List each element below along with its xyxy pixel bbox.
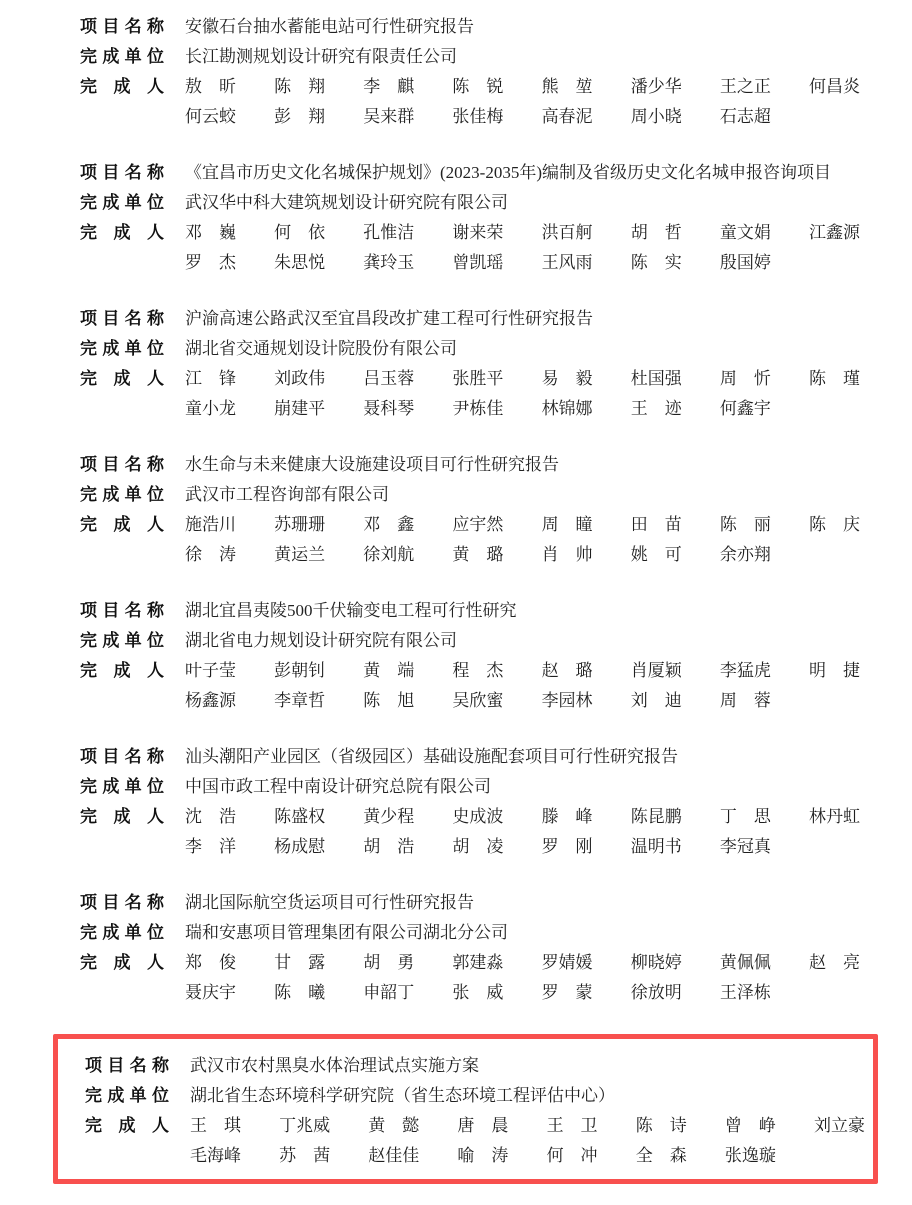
- people-row: [80, 248, 912, 278]
- project-entry: [80, 742, 912, 862]
- people-rows: [80, 802, 912, 862]
- person-name: 郑俊: [185, 953, 236, 972]
- person-name: 罗刚: [541, 837, 593, 856]
- person-name: 尹栋佳: [452, 399, 504, 418]
- person-name: 王泽栋: [719, 983, 771, 1002]
- person-name: 陈曦: [274, 983, 326, 1002]
- people-row: [80, 218, 912, 248]
- person-name: 李猛虎: [719, 661, 771, 680]
- project-name-value: 武汉市农村黑臭水体治理试点实施方案: [190, 1056, 479, 1075]
- person-name: 应宇然: [452, 515, 504, 534]
- person-name: 苏珊珊: [274, 515, 326, 534]
- people-label: 完成人: [80, 369, 164, 388]
- person-name: 何冲: [546, 1146, 598, 1165]
- person-name: 陈盛权: [274, 807, 326, 826]
- highlight-red-box: [53, 1034, 878, 1184]
- person-name: 吴欣蜜: [452, 691, 504, 710]
- people-names-row: [185, 102, 860, 132]
- project-name-value: 汕头潮阳产业园区（省级园区）基础设施配套项目可行性研究报告: [185, 747, 678, 766]
- people-row: [80, 394, 912, 424]
- unit-value: 武汉市工程咨询部有限公司: [185, 485, 389, 504]
- people-row: [80, 978, 912, 1008]
- person-name: 李园林: [541, 691, 593, 710]
- person-name: 何昌炎: [808, 77, 860, 96]
- person-name: 施浩川: [185, 515, 236, 534]
- people-names-row: [185, 978, 860, 1008]
- person-name: 王风雨: [541, 253, 593, 272]
- people-rows: [80, 72, 912, 132]
- people-label: 完成人: [80, 661, 164, 680]
- person-name: 陈旭: [363, 691, 415, 710]
- person-name: 周小晓: [630, 107, 682, 126]
- project-name-value: 沪渝高速公路武汉至宜昌段改扩建工程可行性研究报告: [185, 309, 593, 328]
- person-name: 陈诗: [635, 1116, 687, 1135]
- person-name: 赵佳佳: [368, 1146, 420, 1165]
- person-name: 潘少华: [630, 77, 682, 96]
- project-name-row: [80, 742, 912, 772]
- person-name: 林丹虹: [808, 807, 860, 826]
- unit-value: 湖北省电力规划设计研究院有限公司: [185, 631, 457, 650]
- project-name-row: [80, 158, 912, 188]
- people-rows: [85, 1111, 873, 1171]
- people-rows: [80, 656, 912, 716]
- project-entry: [80, 596, 912, 716]
- people-row: [80, 948, 912, 978]
- people-row: [80, 540, 912, 570]
- people-names-row: [190, 1111, 865, 1141]
- people-names-row: [185, 802, 860, 832]
- person-name: 姚可: [630, 545, 682, 564]
- person-name: 谢来荣: [452, 223, 504, 242]
- people-row: [80, 832, 912, 862]
- people-label: 完成人: [80, 223, 164, 242]
- person-name: 余亦翔: [719, 545, 771, 564]
- people-names-row: [185, 686, 860, 716]
- people-label: 完成人: [80, 515, 164, 534]
- person-name: 朱思悦: [274, 253, 326, 272]
- person-name: 明捷: [808, 661, 860, 680]
- person-name: 唐晨: [457, 1116, 509, 1135]
- person-name: 彭翔: [274, 107, 326, 126]
- person-name: 吕玉蓉: [363, 369, 415, 388]
- project-name-value: 《宜昌市历史文化名城保护规划》(2023-2035年)编制及省级历史文化名城申报咨询项目: [185, 163, 831, 182]
- person-name: 石志超: [719, 107, 771, 126]
- person-name: 敖昕: [185, 77, 236, 96]
- person-name: 黄璐: [452, 545, 504, 564]
- project-entry: [80, 12, 912, 132]
- person-name: 黄懿: [368, 1116, 420, 1135]
- unit-label: 完成单位: [80, 631, 164, 650]
- unit-value: 武汉华中科大建筑规划设计研究院有限公司: [185, 193, 508, 212]
- people-names-row: [185, 248, 860, 278]
- people-names-row: [185, 948, 860, 978]
- unit-value: 瑞和安惠项目管理集团有限公司湖北分公司: [185, 923, 508, 942]
- people-names-row: [185, 72, 860, 102]
- person-name: 李章哲: [274, 691, 326, 710]
- person-name: 徐涛: [185, 545, 236, 564]
- unit-label: 完成单位: [80, 47, 164, 66]
- project-entry-list: [80, 12, 912, 1184]
- person-name: 王之正: [719, 77, 771, 96]
- person-name: 苏茜: [279, 1146, 331, 1165]
- person-name: 童文娟: [719, 223, 771, 242]
- person-name: 陈瑾: [808, 369, 860, 388]
- unit-value: 中国市政工程中南设计研究总院有限公司: [185, 777, 491, 796]
- person-name: 胡凌: [452, 837, 504, 856]
- person-name: 杨成慰: [274, 837, 326, 856]
- person-name: 罗蒙: [541, 983, 593, 1002]
- person-name: 田苗: [630, 515, 682, 534]
- person-name: 杜国强: [630, 369, 682, 388]
- unit-row: [80, 918, 912, 948]
- person-name: 申韶丁: [363, 983, 415, 1002]
- person-name: 陈实: [630, 253, 682, 272]
- person-name: 高春泥: [541, 107, 593, 126]
- person-name: 龚玲玉: [363, 253, 415, 272]
- person-name: 赵璐: [541, 661, 593, 680]
- person-name: 张佳梅: [452, 107, 504, 126]
- project-name-label: 项目名称: [80, 309, 164, 328]
- project-entry: [80, 888, 912, 1008]
- people-names-row: [185, 832, 860, 862]
- person-name: 黄佩佩: [719, 953, 771, 972]
- project-entry: [80, 450, 912, 570]
- person-name: 吴来群: [363, 107, 415, 126]
- person-name: 张逸璇: [724, 1146, 776, 1165]
- person-name: 彭朝钊: [274, 661, 326, 680]
- project-name-label: 项目名称: [80, 747, 164, 766]
- person-name: 徐放明: [630, 983, 682, 1002]
- person-name: 王迹: [630, 399, 682, 418]
- person-name: 喻涛: [457, 1146, 509, 1165]
- people-names-row: [185, 364, 860, 394]
- people-label: 完成人: [85, 1116, 169, 1135]
- people-rows: [80, 948, 912, 1008]
- person-name: 熊堃: [541, 77, 593, 96]
- person-name: 邓鑫: [363, 515, 415, 534]
- person-name: 何鑫宇: [719, 399, 771, 418]
- people-row: [85, 1141, 873, 1171]
- person-name: 陈庆: [808, 515, 860, 534]
- people-names-row: [185, 394, 860, 424]
- person-name: 黄运兰: [274, 545, 326, 564]
- person-name: 肖厦颖: [630, 661, 682, 680]
- person-name: 全森: [635, 1146, 687, 1165]
- project-name-label: 项目名称: [80, 163, 164, 182]
- person-name: 刘立豪: [813, 1116, 865, 1135]
- person-name: 崩建平: [274, 399, 326, 418]
- person-name: 李洋: [185, 837, 236, 856]
- unit-label: 完成单位: [80, 485, 164, 504]
- person-name: 周忻: [719, 369, 771, 388]
- people-label: 完成人: [80, 77, 164, 96]
- unit-value: 长江勘测规划设计研究有限责任公司: [185, 47, 457, 66]
- project-entry: [80, 304, 912, 424]
- people-names-row: [185, 218, 860, 248]
- project-name-row: [80, 888, 912, 918]
- person-name: 周瞳: [541, 515, 593, 534]
- unit-row: [80, 626, 912, 656]
- person-name: 温明书: [630, 837, 682, 856]
- project-name-value: 水生命与未来健康大设施建设项目可行性研究报告: [185, 455, 559, 474]
- person-name: 黄少程: [363, 807, 415, 826]
- unit-label: 完成单位: [80, 193, 164, 212]
- person-name: 江锋: [185, 369, 236, 388]
- person-name: 何云蛟: [185, 107, 236, 126]
- person-name: 沈浩: [185, 807, 236, 826]
- unit-label: 完成单位: [80, 339, 164, 358]
- people-row: [80, 510, 912, 540]
- person-name: 胡勇: [363, 953, 415, 972]
- person-name: 赵亮: [808, 953, 860, 972]
- people-row: [80, 686, 912, 716]
- project-name-label: 项目名称: [85, 1056, 169, 1075]
- project-name-row: [80, 596, 912, 626]
- people-names-row: [185, 510, 860, 540]
- people-rows: [80, 510, 912, 570]
- person-name: 陈丽: [719, 515, 771, 534]
- person-name: 孔惟洁: [363, 223, 415, 242]
- people-rows: [80, 218, 912, 278]
- person-name: 殷国婷: [719, 253, 771, 272]
- unit-label: 完成单位: [85, 1086, 169, 1105]
- person-name: 王琪: [190, 1116, 241, 1135]
- project-entry: [80, 158, 912, 278]
- person-name: 何依: [274, 223, 326, 242]
- people-names-row: [185, 540, 860, 570]
- person-name: 毛海峰: [190, 1146, 241, 1165]
- person-name: 丁兆威: [279, 1116, 331, 1135]
- person-name: 柳晓婷: [630, 953, 682, 972]
- person-name: 史成波: [452, 807, 504, 826]
- person-name: 陈昆鹏: [630, 807, 682, 826]
- person-name: 罗婧媛: [541, 953, 593, 972]
- people-label: 完成人: [80, 953, 164, 972]
- project-name-label: 项目名称: [80, 893, 164, 912]
- project-name-value: 湖北宜昌夷陵500千伏输变电工程可行性研究: [185, 601, 517, 620]
- person-name: 胡浩: [363, 837, 415, 856]
- person-name: 陈锐: [452, 77, 504, 96]
- person-name: 张威: [452, 983, 504, 1002]
- project-name-label: 项目名称: [80, 17, 164, 36]
- unit-row: [80, 188, 912, 218]
- person-name: 黄端: [363, 661, 415, 680]
- people-names-row: [190, 1141, 865, 1171]
- person-name: 刘政伟: [274, 369, 326, 388]
- project-name-row: [85, 1051, 873, 1081]
- people-row: [80, 102, 912, 132]
- person-name: 易毅: [541, 369, 593, 388]
- people-label: 完成人: [80, 807, 164, 826]
- unit-row: [80, 42, 912, 72]
- people-names-row: [185, 656, 860, 686]
- project-entry: [85, 1051, 873, 1171]
- person-name: 周蓉: [719, 691, 771, 710]
- person-name: 聂庆宇: [185, 983, 236, 1002]
- person-name: 刘迪: [630, 691, 682, 710]
- project-name-label: 项目名称: [80, 455, 164, 474]
- person-name: 陈翔: [274, 77, 326, 96]
- people-rows: [80, 364, 912, 424]
- project-name-value: 湖北国际航空货运项目可行性研究报告: [185, 893, 474, 912]
- project-name-value: 安徽石台抽水蓄能电站可行性研究报告: [185, 17, 474, 36]
- person-name: 聂科琴: [363, 399, 415, 418]
- person-name: 童小龙: [185, 399, 236, 418]
- unit-label: 完成单位: [80, 923, 164, 942]
- unit-value: 湖北省生态环境科学研究院（省生态环境工程评估中心）: [190, 1086, 615, 1105]
- person-name: 肖帅: [541, 545, 593, 564]
- person-name: 曾凯瑶: [452, 253, 504, 272]
- person-name: 王卫: [546, 1116, 598, 1135]
- project-name-label: 项目名称: [80, 601, 164, 620]
- unit-value: 湖北省交通规划设计院股份有限公司: [185, 339, 457, 358]
- person-name: 洪百舸: [541, 223, 593, 242]
- people-row: [80, 802, 912, 832]
- people-row: [80, 72, 912, 102]
- person-name: 林锦娜: [541, 399, 593, 418]
- person-name: 胡哲: [630, 223, 682, 242]
- unit-row: [80, 772, 912, 802]
- person-name: 郭建淼: [452, 953, 504, 972]
- person-name: 程杰: [452, 661, 504, 680]
- people-row: [80, 656, 912, 686]
- people-row: [85, 1111, 873, 1141]
- person-name: 李麒: [363, 77, 415, 96]
- person-name: 滕峰: [541, 807, 593, 826]
- project-name-row: [80, 12, 912, 42]
- person-name: 曾峥: [724, 1116, 776, 1135]
- project-name-row: [80, 450, 912, 480]
- person-name: 罗杰: [185, 253, 236, 272]
- unit-row: [80, 480, 912, 510]
- person-name: 江鑫源: [808, 223, 860, 242]
- person-name: 邓巍: [185, 223, 236, 242]
- unit-row: [80, 334, 912, 364]
- person-name: 丁思: [719, 807, 771, 826]
- person-name: 甘露: [274, 953, 326, 972]
- person-name: 李冠真: [719, 837, 771, 856]
- person-name: 徐刘航: [363, 545, 415, 564]
- unit-row: [85, 1081, 873, 1111]
- project-name-row: [80, 304, 912, 334]
- person-name: 张胜平: [452, 369, 504, 388]
- people-row: [80, 364, 912, 394]
- person-name: 杨鑫源: [185, 691, 236, 710]
- unit-label: 完成单位: [80, 777, 164, 796]
- person-name: 叶子莹: [185, 661, 236, 680]
